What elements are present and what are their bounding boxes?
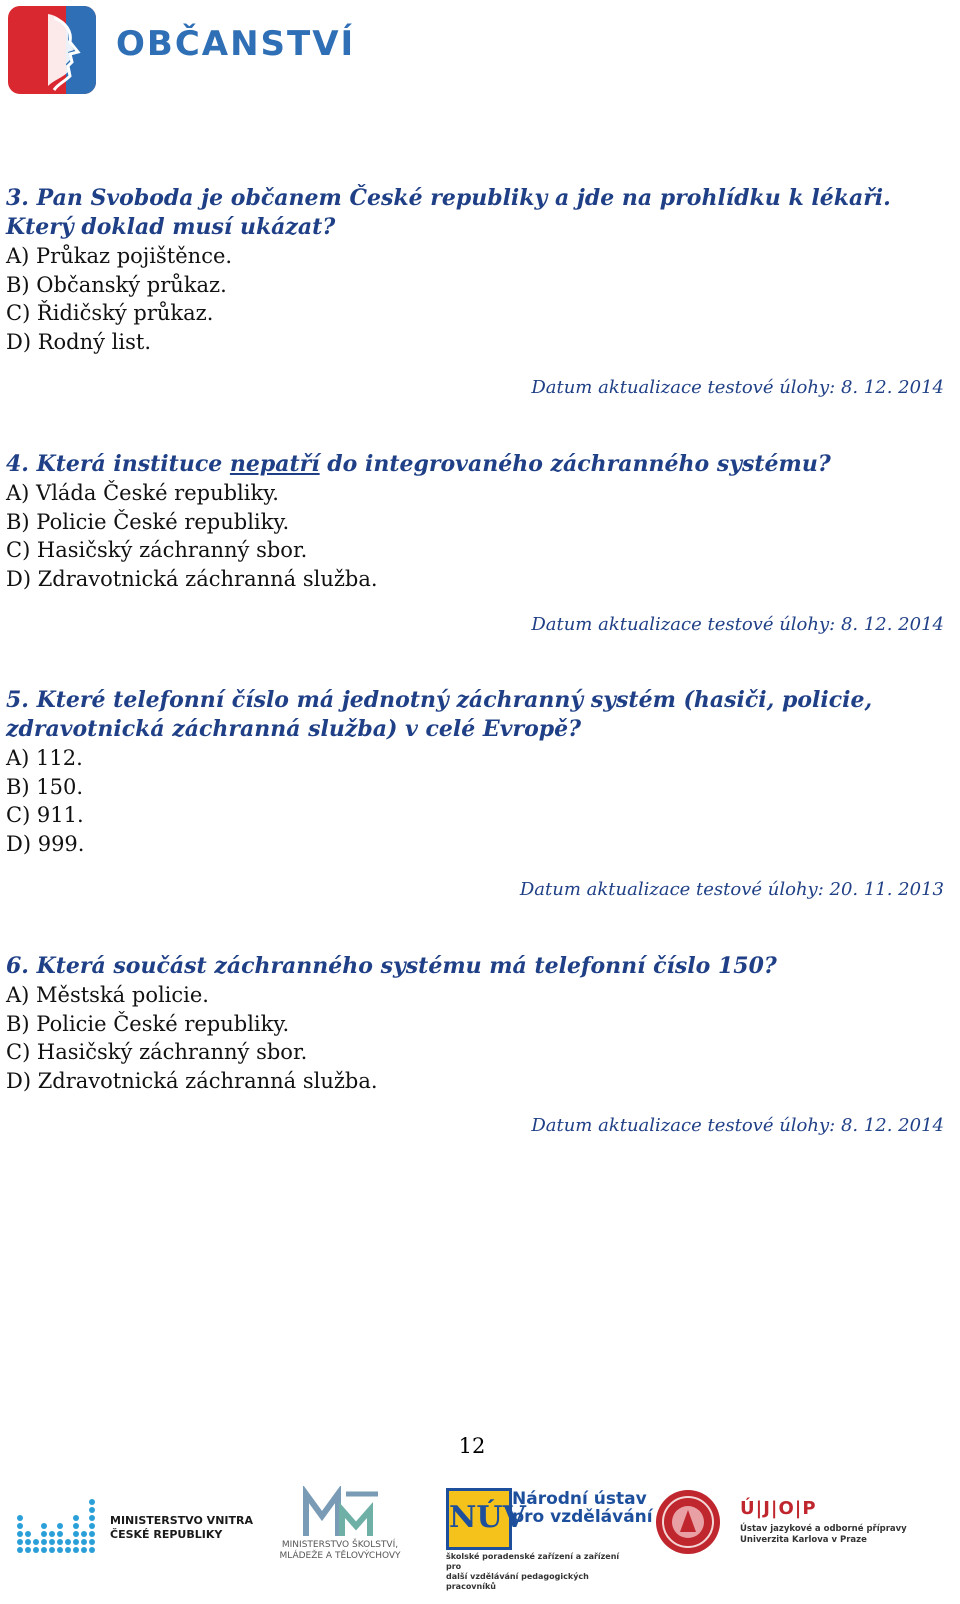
ministry-interior-label xyxy=(110,1514,253,1542)
option-d: D) Zdravotnická záchranná služba. xyxy=(6,1068,378,1093)
option-b: B) Občanský průkaz. xyxy=(6,272,227,297)
nuv-sub-2: další vzdělávání pedagogických pracovníků xyxy=(446,1572,589,1591)
ujop-subtitle xyxy=(740,1524,940,1546)
question-title: 3. Pan Svoboda je občanem České republiky a jde na prohlídku k lékaři. Který doklad musí ukázat? xyxy=(6,185,891,240)
logo-text: OBČANSTVÍ xyxy=(116,24,356,64)
page-number: 12 xyxy=(458,1434,486,1458)
question-6 xyxy=(6,952,946,1095)
ministry-education-label xyxy=(262,1540,418,1562)
question-title xyxy=(6,450,946,479)
msmt-line-1: MINISTERSTVO ŠKOLSTVÍ, xyxy=(281,1540,399,1550)
question-title: 6. Která součást záchranného systému má telefonní číslo 150? xyxy=(6,953,777,979)
question-5 xyxy=(6,686,946,858)
update-date: Datum aktualizace testové úlohy: 8. 12. 2014 xyxy=(531,377,944,398)
update-date: Datum aktualizace testové úlohy: 8. 12. 2014 xyxy=(531,1115,944,1136)
option-b: B) Policie České republiky. xyxy=(6,509,290,534)
nuv-line-1: Národní ústav xyxy=(512,1489,647,1509)
option-c: C) Řidičský průkaz. xyxy=(6,301,214,325)
charles-university-seal-icon xyxy=(654,1488,722,1556)
ujop-sub-1: Ústav jazykové a odborné přípravy xyxy=(740,1524,907,1534)
option-a: A) Vláda České republiky. xyxy=(6,481,279,505)
question-title: 5. Které telefonní číslo má jednotný záchranný systém (hasiči, policie, zdravotnická záchranná služba) v celé Evropě? xyxy=(6,687,873,742)
option-a: A) Průkaz pojištěnce. xyxy=(6,244,233,268)
msmt-line-2: MLÁDEŽE A TĚLOVÝCHOVY xyxy=(279,1551,401,1561)
nuv-subtitle xyxy=(446,1552,636,1592)
nuv-title xyxy=(512,1490,653,1526)
question-3 xyxy=(6,184,946,356)
option-c: C) Hasičský záchranný sbor. xyxy=(6,1040,308,1064)
question-4 xyxy=(6,450,946,593)
option-a: A) Městská policie. xyxy=(6,983,209,1007)
ujop-sub-2: Univerzita Karlova v Praze xyxy=(740,1535,867,1545)
question-title-start: 4. Která instituce xyxy=(6,451,230,477)
mv-line-2: ČESKÉ REPUBLIKY xyxy=(110,1528,223,1541)
ministry-education-logo-icon xyxy=(302,1486,382,1546)
nuv-mark: NÚV xyxy=(449,1500,526,1535)
update-date: Datum aktualizace testové úlohy: 8. 12. 2014 xyxy=(531,614,944,635)
nuv-logo-icon xyxy=(446,1488,526,1550)
ujop-title: Ú|J|O|P xyxy=(740,1498,817,1519)
nuv-sub-1: školské poradenské zařízení a zařízení pro xyxy=(446,1552,620,1571)
ministry-interior-logo-icon xyxy=(14,1492,98,1556)
obcanstvi-logo-icon xyxy=(8,6,96,94)
option-b: B) 150. xyxy=(6,774,84,799)
option-d: D) 999. xyxy=(6,831,85,856)
question-title-end: do integrovaného záchranného systému? xyxy=(319,451,831,477)
option-c: C) Hasičský záchranný sbor. xyxy=(6,538,308,562)
option-b: B) Policie České republiky. xyxy=(6,1011,290,1036)
question-title-underlined: nepatří xyxy=(229,451,320,477)
option-c: C) 911. xyxy=(6,803,84,827)
option-d: D) Zdravotnická záchranná služba. xyxy=(6,566,378,591)
footer-logos xyxy=(0,1480,960,1604)
mv-line-1: MINISTERSTVO VNITRA xyxy=(110,1514,253,1527)
nuv-line-2: pro vzdělávání xyxy=(512,1507,653,1527)
update-date: Datum aktualizace testové úlohy: 20. 11. 2013 xyxy=(519,879,944,900)
option-a: A) 112. xyxy=(6,746,83,770)
option-d: D) Rodný list. xyxy=(6,329,151,354)
